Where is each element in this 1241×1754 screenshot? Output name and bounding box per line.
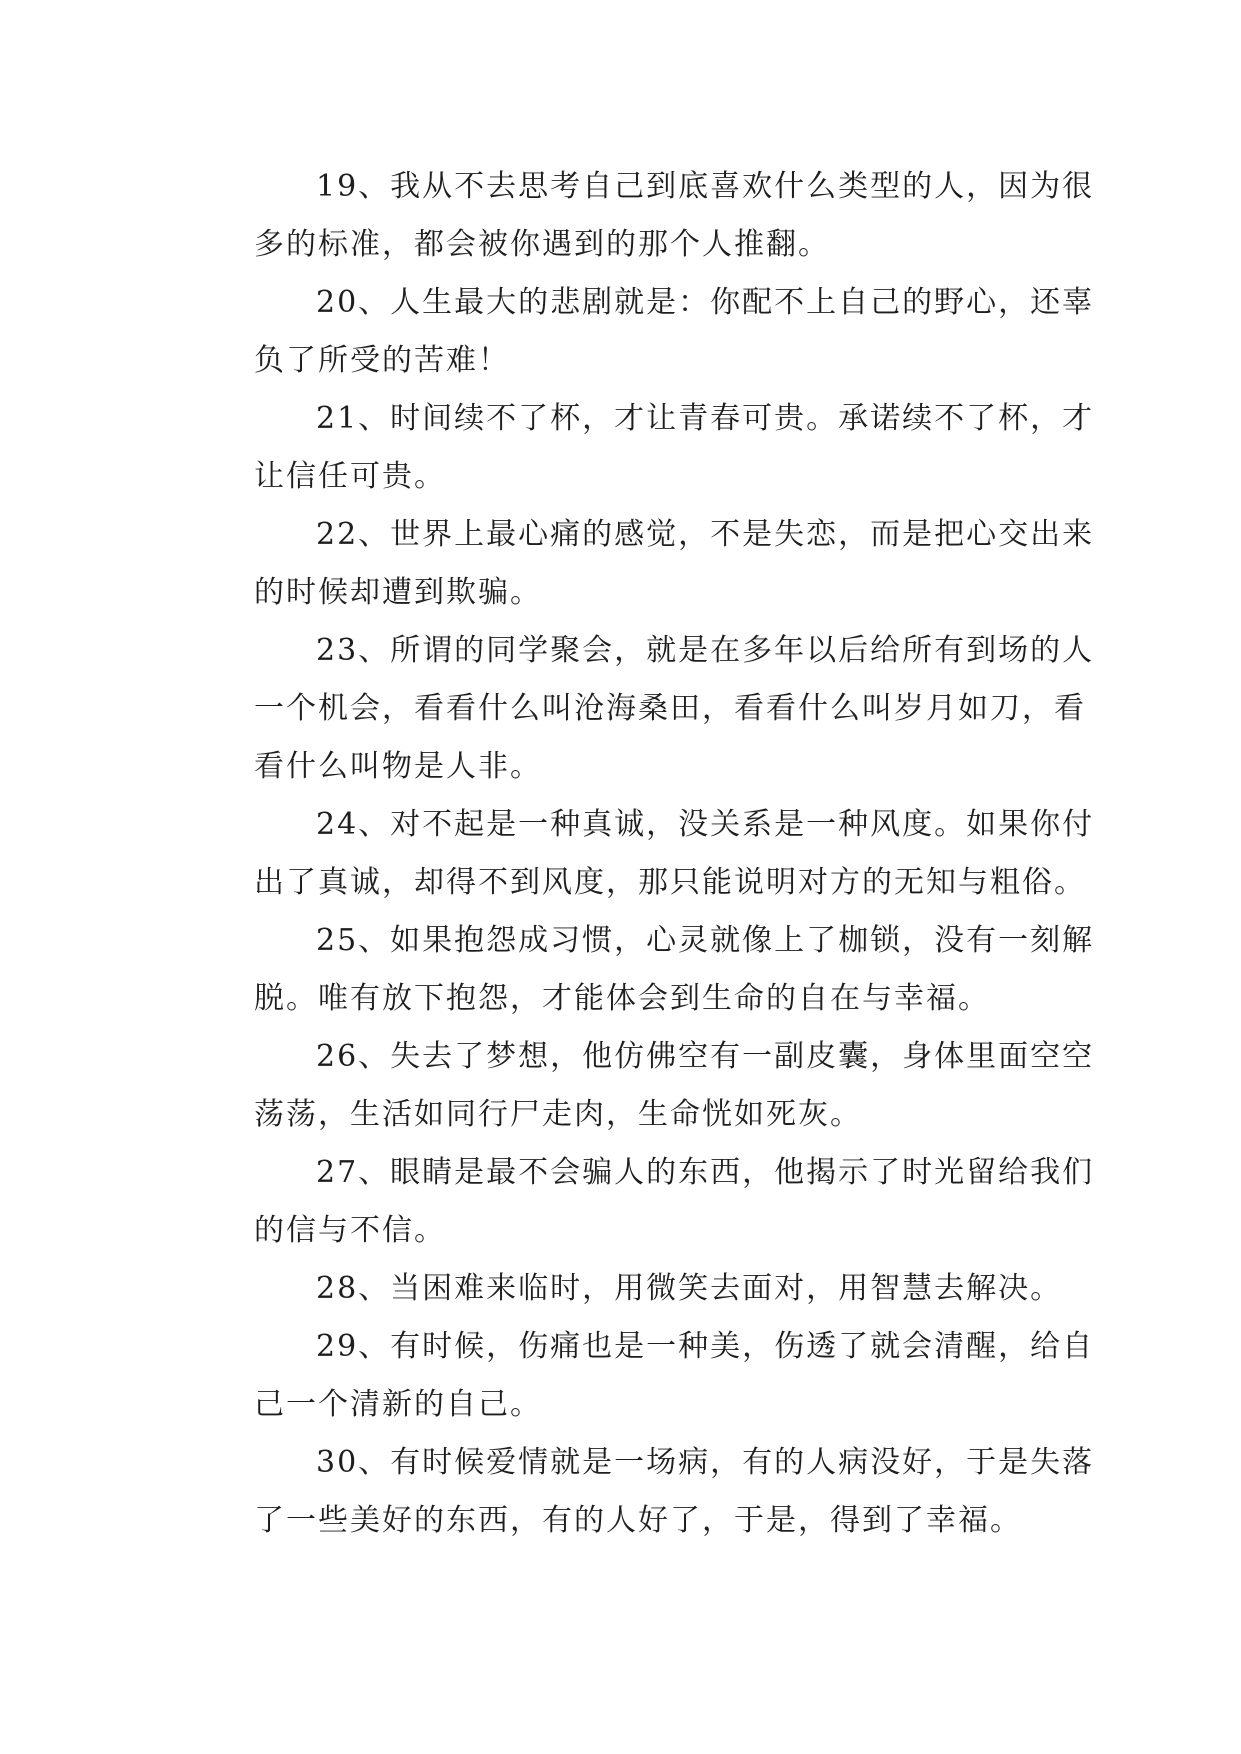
paragraph-line: 的信与不信。 [254, 1213, 446, 1248]
paragraph-line: 出了真诚，却得不到风度，那只能说明对方的无知与粗俗。 [254, 865, 1086, 900]
paragraph-line: 看什么叫物是人非。 [254, 749, 542, 784]
paragraph-line: 27、眼睛是最不会骗人的东西，他揭示了时光留给我们 [316, 1155, 1095, 1190]
paragraph-26 [192, 1028, 1095, 1144]
paragraph-line: 一个机会，看看什么叫沧海桑田，看看什么叫岁月如刀，看 [254, 691, 1086, 726]
paragraph-27 [192, 1144, 1095, 1260]
paragraph-line: 了一些美好的东西，有的人好了，于是，得到了幸福。 [254, 1503, 1022, 1538]
paragraph-30 [192, 1434, 1095, 1550]
paragraph-line: 20、人生最大的悲剧就是：你配不上自己的野心，还辜 [316, 285, 1095, 320]
paragraph-24 [192, 796, 1095, 912]
paragraph-line: 多的标准，都会被你遇到的那个人推翻。 [254, 227, 830, 262]
paragraph-29 [192, 1318, 1095, 1434]
paragraph-line: 脱。唯有放下抱怨，才能体会到生命的自在与幸福。 [254, 981, 990, 1016]
paragraph-line: 24、对不起是一种真诚，没关系是一种风度。如果你付 [316, 807, 1095, 842]
paragraph-line: 负了所受的苦难！ [254, 343, 510, 378]
paragraph-20 [192, 274, 1095, 390]
paragraph-line: 26、失去了梦想，他仿佛空有一副皮囊，身体里面空空 [316, 1039, 1095, 1074]
paragraph-line: 己一个清新的自己。 [254, 1387, 542, 1422]
paragraph-22 [192, 506, 1095, 622]
paragraph-line: 19、我从不去思考自己到底喜欢什么类型的人，因为很 [316, 169, 1095, 204]
paragraph-line: 25、如果抱怨成习惯，心灵就像上了枷锁，没有一刻解 [316, 923, 1095, 958]
paragraph-line: 荡荡，生活如同行尸走肉，生命恍如死灰。 [254, 1097, 862, 1132]
paragraph-25 [192, 912, 1095, 1028]
paragraph-21 [192, 390, 1095, 506]
paragraph-line: 23、所谓的同学聚会，就是在多年以后给所有到场的人 [316, 633, 1095, 668]
paragraph-19 [192, 158, 1095, 274]
paragraph-line: 让信任可贵。 [254, 459, 446, 494]
paragraph-line: 21、时间续不了杯，才让青春可贵。承诺续不了杯，才 [316, 401, 1095, 436]
paragraph-line: 30、有时候爱情就是一场病，有的人病没好，于是失落 [316, 1445, 1095, 1480]
paragraph-line: 的时候却遭到欺骗。 [254, 575, 542, 610]
paragraph-28 [192, 1260, 1063, 1318]
paragraph-line: 28、当困难来临时，用微笑去面对，用智慧去解决。 [316, 1271, 1063, 1306]
paragraph-line: 22、世界上最心痛的感觉，不是失恋，而是把心交出来 [316, 517, 1095, 552]
document-page [192, 158, 1095, 1550]
paragraph-line: 29、有时候，伤痛也是一种美，伤透了就会清醒，给自 [316, 1329, 1095, 1364]
paragraph-23 [192, 622, 1095, 796]
